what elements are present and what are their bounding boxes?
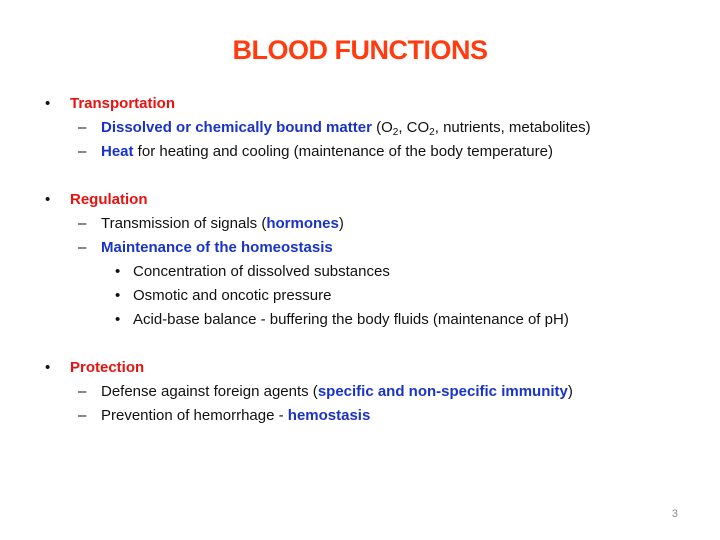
text-defense: Defense against foreign agents ( — [101, 383, 318, 400]
heading-protection: Protection — [70, 359, 145, 376]
subitem-heat — [0, 140, 720, 164]
slide-content — [0, 92, 720, 428]
text-signals: Transmission of signals ( — [101, 215, 267, 232]
subitem-hemorrhage — [0, 404, 720, 428]
text-co2: , CO — [398, 119, 430, 136]
subitem-signals — [0, 212, 720, 236]
highlight-heat: Heat — [101, 143, 134, 160]
heading-transportation: Transportation — [70, 95, 176, 112]
bullet-marker: • — [115, 311, 121, 328]
bullet-marker: • — [115, 263, 121, 280]
subscript-2: 2 — [429, 127, 435, 138]
text-close-paren: ) — [338, 215, 344, 232]
dash-marker: – — [78, 383, 87, 400]
spacer — [0, 164, 720, 188]
dash-marker: – — [78, 407, 87, 424]
highlight-dissolved-matter: Dissolved or chemically bound matter — [101, 119, 372, 136]
subitem-text — [101, 116, 591, 140]
subitem-text — [101, 212, 344, 236]
subsubitem-dissolved-substances — [0, 260, 720, 284]
subsubitem-text: Osmotic and oncotic pressure — [133, 287, 332, 304]
dash-marker: – — [78, 239, 87, 256]
dash-marker: – — [78, 119, 87, 136]
heading-regulation: Regulation — [70, 191, 148, 208]
subscript-2: 2 — [392, 127, 399, 138]
dash-marker: – — [78, 215, 87, 232]
dash-marker: – — [78, 143, 87, 160]
bullet-regulation — [0, 188, 720, 212]
bullet-marker: • — [115, 287, 121, 304]
subitem-text — [101, 380, 573, 404]
subsubitem-osmotic-pressure — [0, 284, 720, 308]
text-heat-description: for heating and cooling (maintenance of the body temperature) — [133, 143, 553, 160]
subitem-dissolved-matter — [0, 116, 720, 140]
bullet-marker: • — [45, 191, 51, 208]
subitem-defense — [0, 380, 720, 404]
text-o2-open: (O — [371, 119, 393, 136]
text-nutrients-metabolites: , nutrients, metabolites) — [434, 119, 591, 136]
bullet-protection — [0, 356, 720, 380]
highlight-hemostasis: hemostasis — [287, 407, 371, 424]
text-hemorrhage: Prevention of hemorrhage - — [101, 407, 288, 424]
page-number: 3 — [671, 508, 678, 520]
highlight-immunity: specific and non-specific immunity — [317, 383, 568, 400]
subsubitem-text: Concentration of dissolved substances — [133, 263, 390, 280]
subitem-text — [101, 404, 370, 428]
bullet-marker: • — [45, 359, 51, 376]
subitem-text — [101, 140, 553, 164]
subitem-homeostasis — [0, 236, 720, 260]
highlight-hormones: hormones — [266, 215, 339, 232]
spacer — [0, 332, 720, 356]
bullet-transportation — [0, 92, 720, 116]
subsubitem-acid-base — [0, 308, 720, 332]
highlight-homeostasis: Maintenance of the homeostasis — [101, 239, 333, 256]
bullet-marker: • — [45, 95, 51, 112]
text-close-paren: ) — [567, 383, 573, 400]
subsubitem-text: Acid-base balance - buffering the body fluids (maintenance of pH) — [133, 311, 569, 328]
slide-title: BLOOD FUNCTIONS — [232, 35, 488, 65]
